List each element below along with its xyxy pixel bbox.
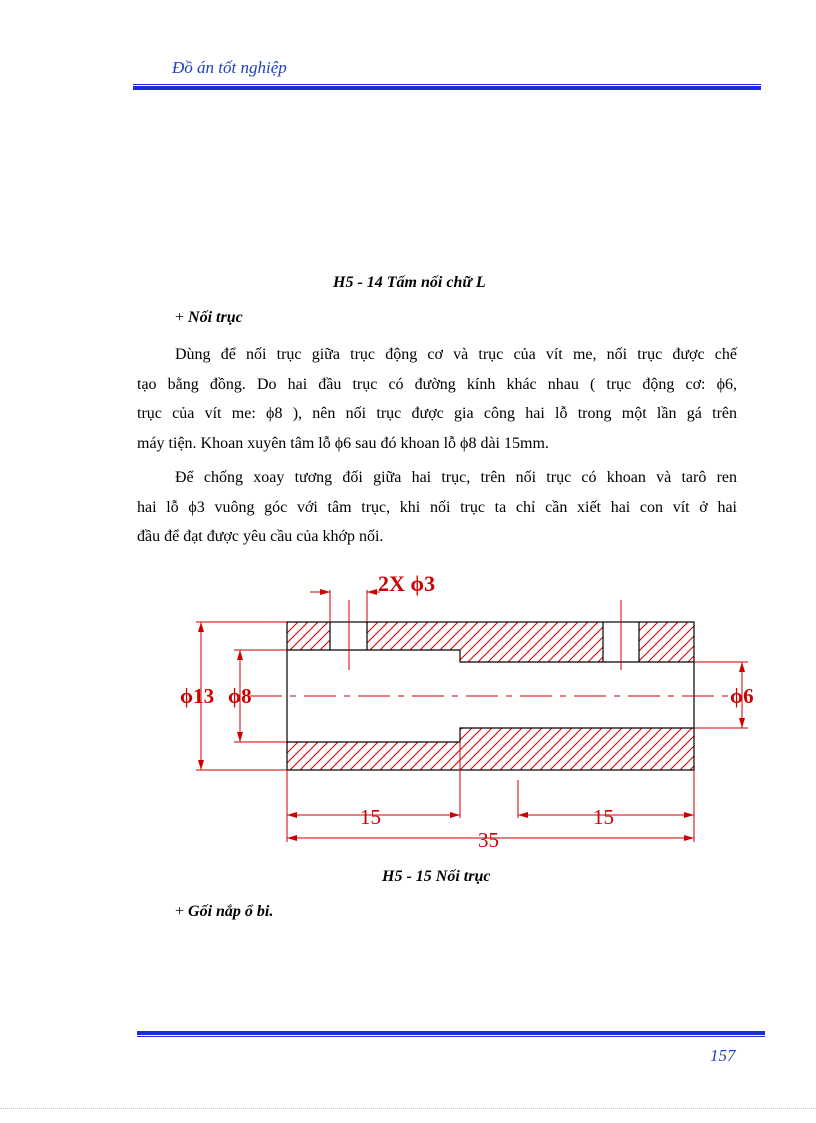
section-title: Nối trục	[188, 309, 243, 326]
dim-hole-label: 2X ϕ3	[378, 571, 436, 596]
paragraph-line: Dùng để nối trục giữa trục động cơ và trục của vít me, nối trục được chế	[175, 346, 737, 363]
section-bearing	[175, 903, 273, 921]
dim-length-right: 15	[593, 805, 614, 829]
paragraph-1	[137, 340, 737, 458]
paragraph-2	[137, 463, 737, 552]
header-rule	[133, 84, 761, 90]
dim-total-length: 35	[478, 828, 499, 852]
paragraph-line: Để chống xoay tương đối giữa hai trục, trên nối trục có khoan và tarô ren	[175, 469, 737, 486]
page-bottom-border	[0, 1108, 816, 1109]
figure-caption-14: H5 - 14 Tấm nối chữ L	[333, 274, 486, 291]
section-coupling	[175, 309, 243, 327]
dim-outer-diameter: ϕ13	[180, 684, 215, 708]
paragraph-line: tạo bằng đồng. Do hai đầu trục có đường kính khác nhau ( trục động cơ: ϕ6,	[137, 375, 737, 393]
dim-length-left: 15	[360, 805, 381, 829]
footer-rule	[137, 1030, 765, 1037]
paragraph-line: đầu để đạt được yêu cầu của khớp nối.	[137, 528, 384, 545]
coupling-drawing	[0, 560, 816, 860]
paragraph-line: máy tiện. Khoan xuyên tâm lỗ ϕ6 sau đó khoan lỗ ϕ8 dài 15mm.	[137, 434, 549, 452]
paragraph-line: hai lỗ ϕ3 vuông góc với tâm trục, khi nối trục ta chỉ cần xiết hai con vít ở hai	[137, 498, 737, 516]
dim-bore-left: ϕ8	[228, 684, 252, 708]
dim-bore-right: ϕ6	[730, 684, 754, 708]
figure-caption-15: H5 - 15 Nối trục	[382, 868, 491, 885]
bullet-marker: +	[175, 903, 185, 920]
page-number: 157	[710, 1046, 736, 1065]
header-title: Đồ án tốt nghiệp	[172, 58, 287, 77]
section-title: Gối nắp ổ bi.	[188, 903, 274, 920]
paragraph-line: trục của vít me: ϕ8 ), nên nối trục được gia công hai lỗ trong một lần gá trên	[137, 405, 737, 422]
bullet-marker: +	[175, 309, 185, 326]
